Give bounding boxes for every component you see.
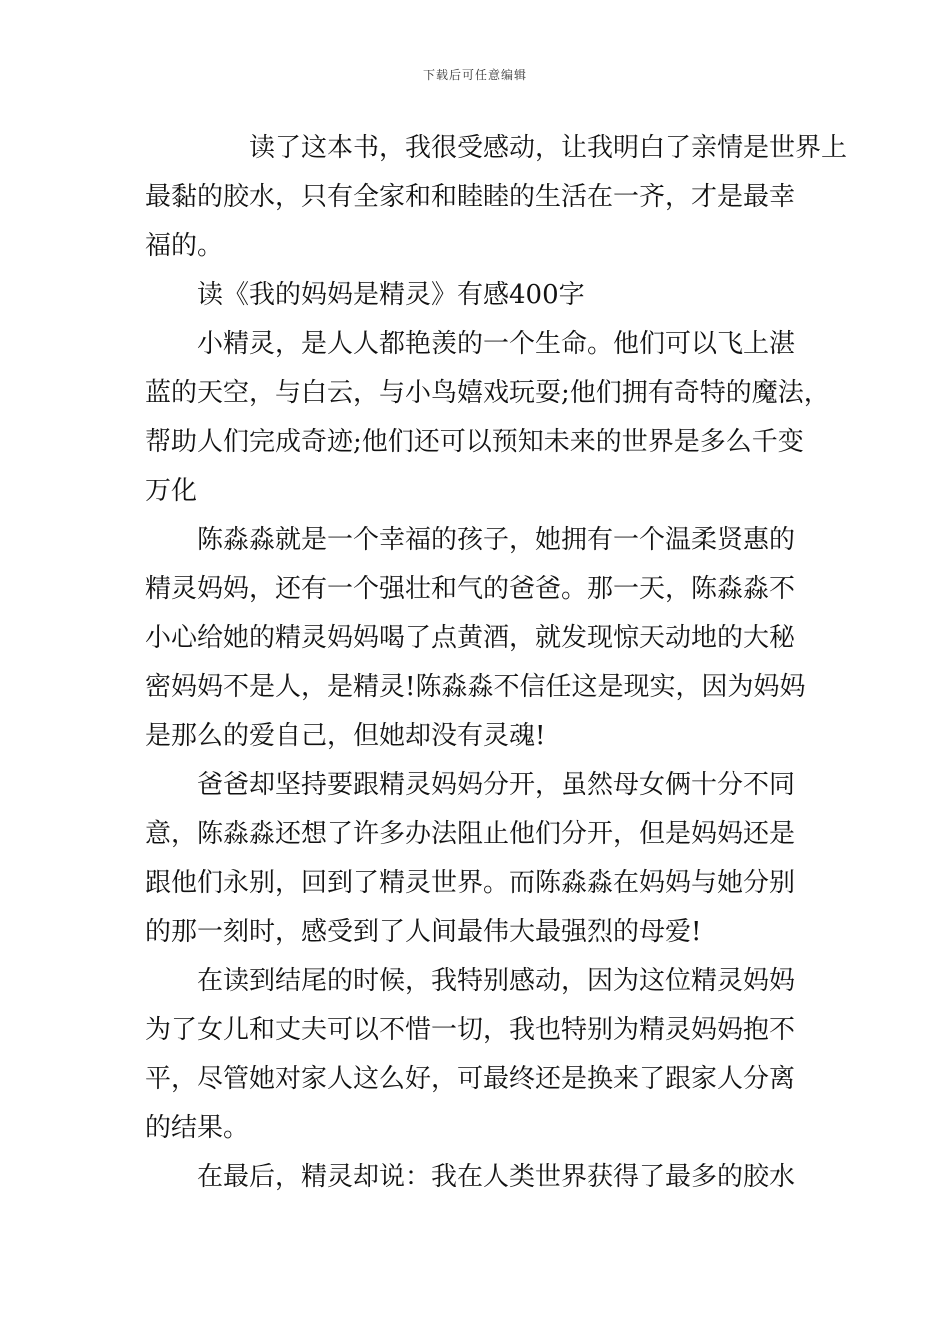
text-line: 在读到结尾的时候，我特别感动，因为这位精灵妈妈 <box>197 966 796 996</box>
header-note: 下载后可任意编辑 <box>422 68 527 82</box>
text-line: 万化 <box>145 476 198 506</box>
text-line: 为了女儿和丈夫可以不惜一切，我也特别为精灵妈妈抱不 <box>145 1015 796 1045</box>
paragraph-1 <box>145 124 848 271</box>
text-line: 是那么的爱自己，但她却没有灵魂! <box>145 721 546 751</box>
paragraph-4 <box>145 761 807 957</box>
text-line: 福的。 <box>145 231 224 261</box>
text-line: 在最后，精灵却说：我在人类世界获得了最多的胶水 <box>197 1162 796 1192</box>
paragraph-2 <box>145 320 830 516</box>
text-line: 爸爸却坚持要跟精灵妈妈分开，虽然母女俩十分不同 <box>197 770 796 800</box>
text-line: 蓝的天空，与白云，与小鸟嬉戏玩耍;他们拥有奇特的魔法， <box>145 378 830 408</box>
essay-title <box>145 271 807 320</box>
text-line: 精灵妈妈，还有一个强壮和气的爸爸。那一天，陈淼淼不 <box>145 574 796 604</box>
title-line: 读《我的妈妈是精灵》有感400字 <box>197 280 585 310</box>
text-line: 小心给她的精灵妈妈喝了点黄酒，就发现惊天动地的大秘 <box>145 623 796 653</box>
text-line: 意，陈淼淼还想了许多办法阻止他们分开，但是妈妈还是 <box>145 819 796 849</box>
text-line: 最黏的胶水，只有全家和和睦睦的生活在一齐，才是最幸 <box>145 182 796 212</box>
paragraph-3 <box>145 516 807 761</box>
text-line: 读了这本书，我很受感动，让我明白了亲情是世界上 <box>249 133 848 163</box>
paragraph-6 <box>145 1153 807 1202</box>
text-line: 的那一刻时，感受到了人间最伟大最强烈的母爱! <box>145 917 702 947</box>
paragraph-5 <box>145 957 807 1153</box>
text-line: 的结果。 <box>145 1113 250 1143</box>
text-line: 密妈妈不是人，是精灵!陈淼淼不信任这是现实，因为妈妈 <box>145 672 806 702</box>
text-line: 平，尽管她对家人这么好，可最终还是换来了跟家人分离 <box>145 1064 796 1094</box>
text-line: 小精灵，是人人都艳羡的一个生命。他们可以飞上湛 <box>197 329 796 359</box>
text-line: 陈淼淼就是一个幸福的孩子，她拥有一个温柔贤惠的 <box>197 525 796 555</box>
text-line: 跟他们永别，回到了精灵世界。而陈淼淼在妈妈与她分别 <box>145 868 796 898</box>
text-line: 帮助人们完成奇迹;他们还可以预知未来的世界是多么千变 <box>145 427 804 457</box>
document-body <box>145 124 848 1202</box>
